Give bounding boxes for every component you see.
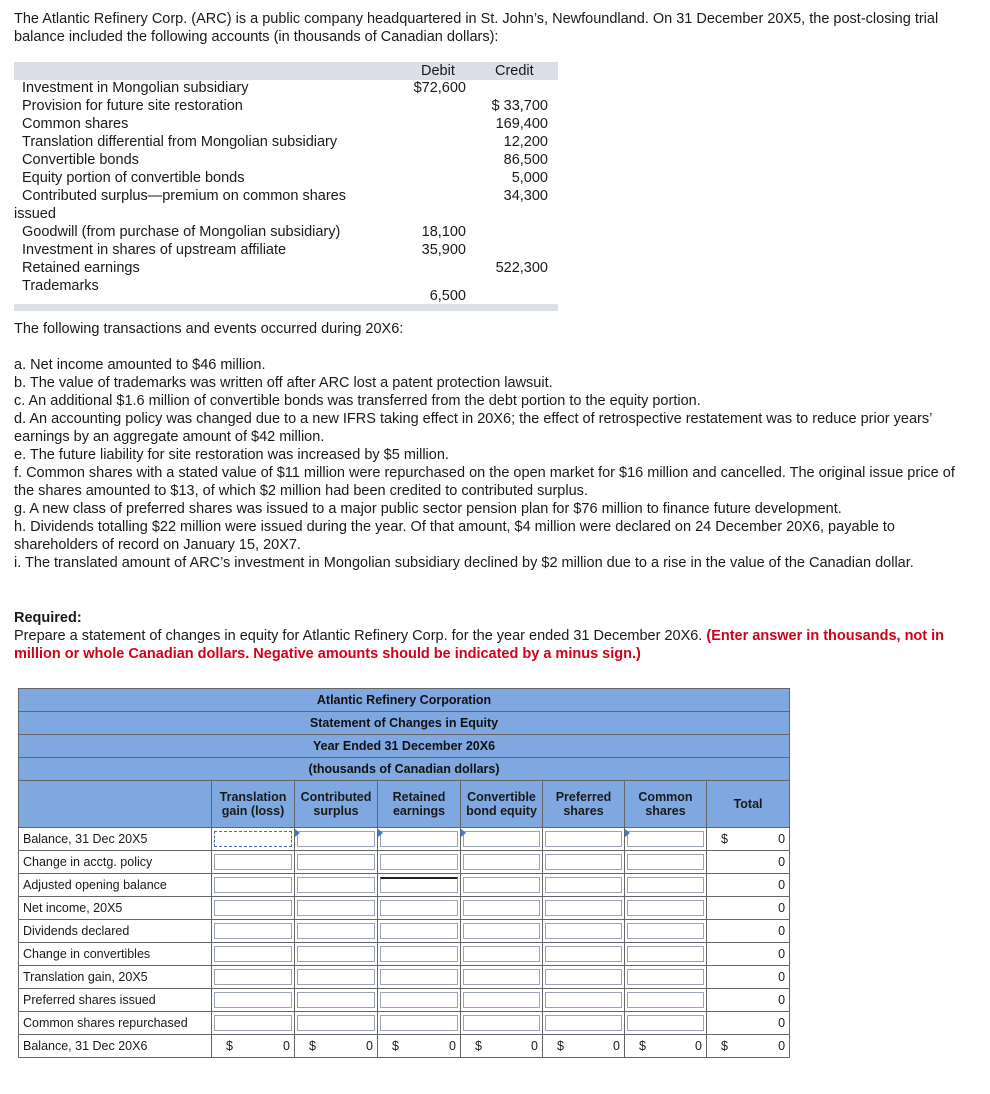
column-header-line1: Common <box>638 790 693 804</box>
column-header <box>378 781 461 828</box>
statement-title-row <box>19 758 790 781</box>
statement-title: Atlantic Refinery Corporation <box>19 689 790 712</box>
column-header-line2: bond equity <box>466 804 537 818</box>
trial-balance-row <box>14 170 558 188</box>
amount-input[interactable] <box>545 923 622 939</box>
dollar-sign: $ <box>226 1039 233 1053</box>
statement-row <box>19 989 790 1012</box>
dollar-sign: $ <box>392 1039 399 1053</box>
account-label: Goodwill (from purchase of Mongolian subsidiary) <box>22 224 341 240</box>
row-label: Dividends declared <box>19 920 212 943</box>
amount-input[interactable] <box>463 831 540 847</box>
row-label: Change in acctg. policy <box>19 851 212 874</box>
amount-input[interactable] <box>380 923 458 939</box>
column-total-value: 0 <box>695 1039 702 1053</box>
amount-input[interactable] <box>463 946 540 962</box>
debit-amount: 6,500 <box>429 288 466 304</box>
amount-cell <box>212 874 295 897</box>
statement-row <box>19 851 790 874</box>
statement-title: Year Ended 31 December 20X6 <box>19 735 790 758</box>
amount-cell <box>295 989 378 1012</box>
statement-title: (thousands of Canadian dollars) <box>19 758 790 781</box>
trial-balance-footer-bar <box>14 304 558 311</box>
amount-input[interactable] <box>214 831 292 847</box>
amount-cell <box>378 1035 461 1058</box>
account-label: issued <box>14 206 56 222</box>
amount-cell <box>295 897 378 920</box>
account-label: Retained earnings <box>22 260 140 276</box>
amount-cell <box>378 851 461 874</box>
amount-input[interactable] <box>545 1015 622 1031</box>
amount-cell <box>625 966 707 989</box>
amount-input[interactable] <box>627 854 704 870</box>
event-item: i. The translated amount of ARC’s investment in Mongolian subsidiary declined by $2 million due to a rise in the value of the Canadian dollar. <box>14 555 914 571</box>
trial-balance-row <box>14 98 558 116</box>
account-label: Contributed surplus—premium on common shares <box>22 188 346 204</box>
trial-balance-row <box>14 206 558 224</box>
amount-input[interactable] <box>380 992 458 1008</box>
column-header <box>625 781 707 828</box>
amount-input[interactable] <box>297 992 375 1008</box>
amount-input[interactable] <box>545 969 622 985</box>
column-header-line2: surplus <box>313 804 359 818</box>
total-cell <box>707 989 790 1012</box>
column-header-line1: Preferred <box>555 790 612 804</box>
amount-input[interactable] <box>297 923 375 939</box>
amount-cell <box>295 1035 378 1058</box>
total-value: 0 <box>778 947 786 961</box>
amount-input[interactable] <box>214 854 292 870</box>
event-item: g. A new class of preferred shares was issued to a major public sector pension plan for $76 million to finance future development. <box>14 501 842 517</box>
total-value: 0 <box>778 855 786 869</box>
credit-header: Credit <box>495 63 534 79</box>
amount-cell <box>295 943 378 966</box>
dollar-sign: $ <box>639 1039 646 1053</box>
total-value: 0 <box>778 832 786 846</box>
amount-cell <box>625 920 707 943</box>
statement-row <box>19 920 790 943</box>
event-item: e. The future liability for site restoration was increased by $5 million. <box>14 447 449 463</box>
account-label: Trademarks <box>22 278 99 294</box>
statement-row <box>19 828 790 851</box>
trial-balance-row <box>14 134 558 152</box>
amount-cell <box>543 828 625 851</box>
account-label: Investment in shares of upstream affiliate <box>22 242 287 258</box>
amount-input[interactable] <box>297 854 375 870</box>
amount-input[interactable] <box>463 854 540 870</box>
amount-cell <box>625 1012 707 1035</box>
total-cell <box>707 1012 790 1035</box>
amount-cell <box>543 1035 625 1058</box>
column-total-value: 0 <box>449 1039 456 1053</box>
amount-cell <box>378 920 461 943</box>
amount-cell <box>625 851 707 874</box>
debit-amount: 18,100 <box>421 224 466 240</box>
column-header <box>212 781 295 828</box>
column-header-line2: shares <box>563 804 604 818</box>
amount-cell <box>543 851 625 874</box>
dollar-sign: $ <box>721 1039 728 1053</box>
trial-balance-row <box>14 260 558 278</box>
account-label: Investment in Mongolian subsidiary <box>22 80 249 96</box>
column-total-value: 0 <box>613 1039 620 1053</box>
debit-header: Debit <box>421 63 455 79</box>
account-label: Provision for future site restoration <box>22 98 243 114</box>
event-item: b. The value of trademarks was written off after ARC lost a patent protection lawsuit. <box>14 375 553 391</box>
event-item: c. An additional $1.6 million of convertible bonds was transferred from the debt portion to the equity portion. <box>14 393 701 409</box>
total-value: 0 <box>778 1039 786 1053</box>
event-item: f. Common shares with a stated value of $11 million were repurchased on the open market for $16 million and cancelled. The original issue price of the shares amounted to $13, of which $2 million had been credited to contributed surplus. <box>14 465 955 499</box>
amount-input[interactable] <box>463 1015 540 1031</box>
amount-cell <box>461 989 543 1012</box>
column-header-line1: Translation <box>219 790 287 804</box>
statement-row <box>19 1035 790 1058</box>
amount-cell <box>212 828 295 851</box>
debit-amount: 35,900 <box>421 242 466 258</box>
statement-row <box>19 943 790 966</box>
credit-amount: 5,000 <box>511 170 548 186</box>
account-label: Equity portion of convertible bonds <box>22 170 245 186</box>
amount-input[interactable] <box>380 969 458 985</box>
amount-cell <box>378 1012 461 1035</box>
amount-cell <box>625 943 707 966</box>
amount-input[interactable] <box>627 946 704 962</box>
account-label: Common shares <box>22 116 129 132</box>
events-list <box>14 356 959 572</box>
amount-cell <box>295 920 378 943</box>
amount-input[interactable] <box>545 900 622 916</box>
amount-input[interactable] <box>297 946 375 962</box>
amount-cell <box>212 1035 295 1058</box>
amount-input[interactable] <box>545 877 622 893</box>
trial-balance-row <box>14 224 558 242</box>
amount-cell <box>212 966 295 989</box>
column-header <box>295 781 378 828</box>
amount-input[interactable] <box>627 923 704 939</box>
trial-balance-row <box>14 152 558 170</box>
amount-cell <box>212 943 295 966</box>
column-total-value: 0 <box>283 1039 290 1053</box>
amount-input[interactable] <box>463 900 540 916</box>
amount-input[interactable] <box>297 1015 375 1031</box>
amount-cell <box>461 828 543 851</box>
row-label: Translation gain, 20X5 <box>19 966 212 989</box>
amount-input[interactable] <box>214 992 292 1008</box>
amount-input[interactable] <box>627 992 704 1008</box>
amount-cell <box>543 943 625 966</box>
total-value: 0 <box>778 993 786 1007</box>
amount-cell <box>212 989 295 1012</box>
amount-cell <box>212 920 295 943</box>
amount-input[interactable] <box>380 877 458 893</box>
cell-marker-icon <box>295 829 300 837</box>
required-note: (Enter answer in thousands, not in million or whole Canadian dollars. Negative amounts should be indicated by a minus sign.) <box>14 628 945 662</box>
dollar-sign: $ <box>475 1039 482 1053</box>
total-value: 0 <box>778 1016 786 1030</box>
total-value: 0 <box>778 878 786 892</box>
amount-input[interactable] <box>214 1015 292 1031</box>
amount-input[interactable] <box>297 831 375 847</box>
amount-input[interactable] <box>545 854 622 870</box>
column-header-row <box>19 781 790 828</box>
amount-cell <box>295 1012 378 1035</box>
event-item: h. Dividends totalling $22 million were issued during the year. Of that amount, $4 million were declared on 24 December 20X6, payable to shareholders of record on January 15, 20X7. <box>14 519 895 553</box>
row-label: Net income, 20X5 <box>19 897 212 920</box>
amount-cell <box>378 966 461 989</box>
amount-cell <box>295 874 378 897</box>
column-header-line2: shares <box>645 804 686 818</box>
statement-title-row <box>19 735 790 758</box>
column-header <box>543 781 625 828</box>
amount-cell <box>625 828 707 851</box>
amount-cell <box>378 874 461 897</box>
column-header-line1: Contributed <box>300 790 372 804</box>
credit-amount: 86,500 <box>503 152 548 168</box>
amount-input[interactable] <box>545 831 622 847</box>
trial-balance-row <box>14 80 558 98</box>
cell-marker-icon <box>378 829 383 837</box>
amount-cell <box>625 1035 707 1058</box>
amount-cell <box>461 1035 543 1058</box>
column-header-line1: Convertible <box>467 790 536 804</box>
amount-cell <box>461 966 543 989</box>
statement-title: Statement of Changes in Equity <box>19 712 790 735</box>
total-cell <box>707 966 790 989</box>
credit-amount: 34,300 <box>503 188 548 204</box>
total-cell <box>707 920 790 943</box>
amount-cell <box>625 874 707 897</box>
amount-cell <box>461 920 543 943</box>
total-value: 0 <box>778 970 786 984</box>
amount-input[interactable] <box>463 969 540 985</box>
amount-input[interactable] <box>214 877 292 893</box>
amount-cell <box>543 897 625 920</box>
row-label: Common shares repurchased <box>19 1012 212 1035</box>
row-label: Balance, 31 Dec 20X6 <box>19 1035 212 1058</box>
column-header <box>707 781 790 828</box>
dollar-sign: $ <box>309 1039 316 1053</box>
row-label: Adjusted opening balance <box>19 874 212 897</box>
amount-input[interactable] <box>214 969 292 985</box>
amount-input[interactable] <box>627 1015 704 1031</box>
amount-cell <box>543 989 625 1012</box>
total-cell <box>707 851 790 874</box>
credit-amount: 12,200 <box>503 134 548 150</box>
amount-input[interactable] <box>627 969 704 985</box>
amount-input[interactable] <box>214 946 292 962</box>
required-title: Required: <box>14 610 82 626</box>
column-header-line1: Retained <box>392 790 446 804</box>
amount-input[interactable] <box>627 900 704 916</box>
amount-cell <box>461 1012 543 1035</box>
amount-cell <box>461 874 543 897</box>
column-header-line2: earnings <box>392 804 446 818</box>
column-header-line2: gain (loss) <box>221 804 285 818</box>
cell-marker-icon <box>625 829 630 837</box>
trial-balance-header <box>14 62 558 80</box>
credit-amount: 522,300 <box>495 260 548 276</box>
total-cell <box>707 943 790 966</box>
amount-cell <box>378 989 461 1012</box>
statement-row <box>19 897 790 920</box>
total-cell <box>707 828 790 851</box>
amount-input[interactable] <box>214 923 292 939</box>
amount-input[interactable] <box>297 900 375 916</box>
column-header-line1: Total <box>733 797 763 811</box>
amount-cell <box>295 966 378 989</box>
amount-input[interactable] <box>297 969 375 985</box>
amount-cell <box>543 966 625 989</box>
statement-row <box>19 966 790 989</box>
statement-of-changes-in-equity <box>18 688 790 1058</box>
column-total-value: 0 <box>366 1039 373 1053</box>
amount-cell <box>378 828 461 851</box>
amount-cell <box>212 897 295 920</box>
trial-balance-row <box>14 242 558 260</box>
column-header <box>461 781 543 828</box>
intro-paragraph: The Atlantic Refinery Corp. (ARC) is a public company headquartered in St. John’s, Newfoundland. On 31 December 20X5, the post-closing trial balance included the following accounts (in thousands of Canadian dollars): <box>14 11 939 45</box>
amount-input[interactable] <box>380 946 458 962</box>
total-cell <box>707 1035 790 1058</box>
amount-cell <box>212 1012 295 1035</box>
amount-cell <box>543 920 625 943</box>
row-label: Balance, 31 Dec 20X5 <box>19 828 212 851</box>
row-label: Preferred shares issued <box>19 989 212 1012</box>
trial-balance-row <box>14 116 558 134</box>
amount-cell <box>212 851 295 874</box>
amount-input[interactable] <box>463 877 540 893</box>
amount-cell <box>625 989 707 1012</box>
amount-cell <box>461 897 543 920</box>
amount-cell <box>378 897 461 920</box>
total-cell <box>707 874 790 897</box>
statement-title-row <box>19 712 790 735</box>
amount-input[interactable] <box>463 923 540 939</box>
cell-marker-icon <box>461 829 466 837</box>
amount-cell <box>543 1012 625 1035</box>
trial-balance-row <box>14 188 558 206</box>
account-label: Translation differential from Mongolian subsidiary <box>22 134 338 150</box>
amount-cell <box>461 851 543 874</box>
dollar-sign: $ <box>557 1039 564 1053</box>
amount-input[interactable] <box>627 831 704 847</box>
amount-input[interactable] <box>214 900 292 916</box>
amount-input[interactable] <box>380 854 458 870</box>
required-instruction: Prepare a statement of changes in equity for Atlantic Refinery Corp. for the year ended 31 December 20X6. <box>14 628 703 644</box>
amount-input[interactable] <box>380 1015 458 1031</box>
amount-input[interactable] <box>545 946 622 962</box>
amount-cell <box>378 943 461 966</box>
amount-input[interactable] <box>627 877 704 893</box>
required-text <box>14 627 959 663</box>
amount-input[interactable] <box>463 992 540 1008</box>
dollar-sign: $ <box>721 832 728 846</box>
column-total-value: 0 <box>531 1039 538 1053</box>
amount-input[interactable] <box>380 900 458 916</box>
amount-input[interactable] <box>297 877 375 893</box>
row-label: Change in convertibles <box>19 943 212 966</box>
total-value: 0 <box>778 924 786 938</box>
amount-cell <box>295 828 378 851</box>
amount-cell <box>295 851 378 874</box>
total-value: 0 <box>778 901 786 915</box>
account-label: Convertible bonds <box>22 152 139 168</box>
row-label-header <box>19 781 212 828</box>
trial-balance-row <box>14 278 558 304</box>
credit-amount: 169,400 <box>495 116 548 132</box>
statement-row <box>19 1012 790 1035</box>
event-item: d. An accounting policy was changed due to a new IFRS taking effect in 20X6; the effect of retrospective restatement was to reduce prior years’ earnings by an aggregate amount of $42 million. <box>14 411 932 445</box>
amount-input[interactable] <box>380 831 458 847</box>
total-cell <box>707 897 790 920</box>
statement-row <box>19 874 790 897</box>
amount-cell <box>543 874 625 897</box>
debit-amount: $72,600 <box>413 80 466 96</box>
event-item: a. Net income amounted to $46 million. <box>14 357 266 373</box>
amount-cell <box>461 943 543 966</box>
amount-input[interactable] <box>545 992 622 1008</box>
events-intro: The following transactions and events occurred during 20X6: <box>14 321 404 337</box>
amount-cell <box>625 897 707 920</box>
credit-amount: $ 33,700 <box>491 98 548 114</box>
statement-title-row <box>19 689 790 712</box>
